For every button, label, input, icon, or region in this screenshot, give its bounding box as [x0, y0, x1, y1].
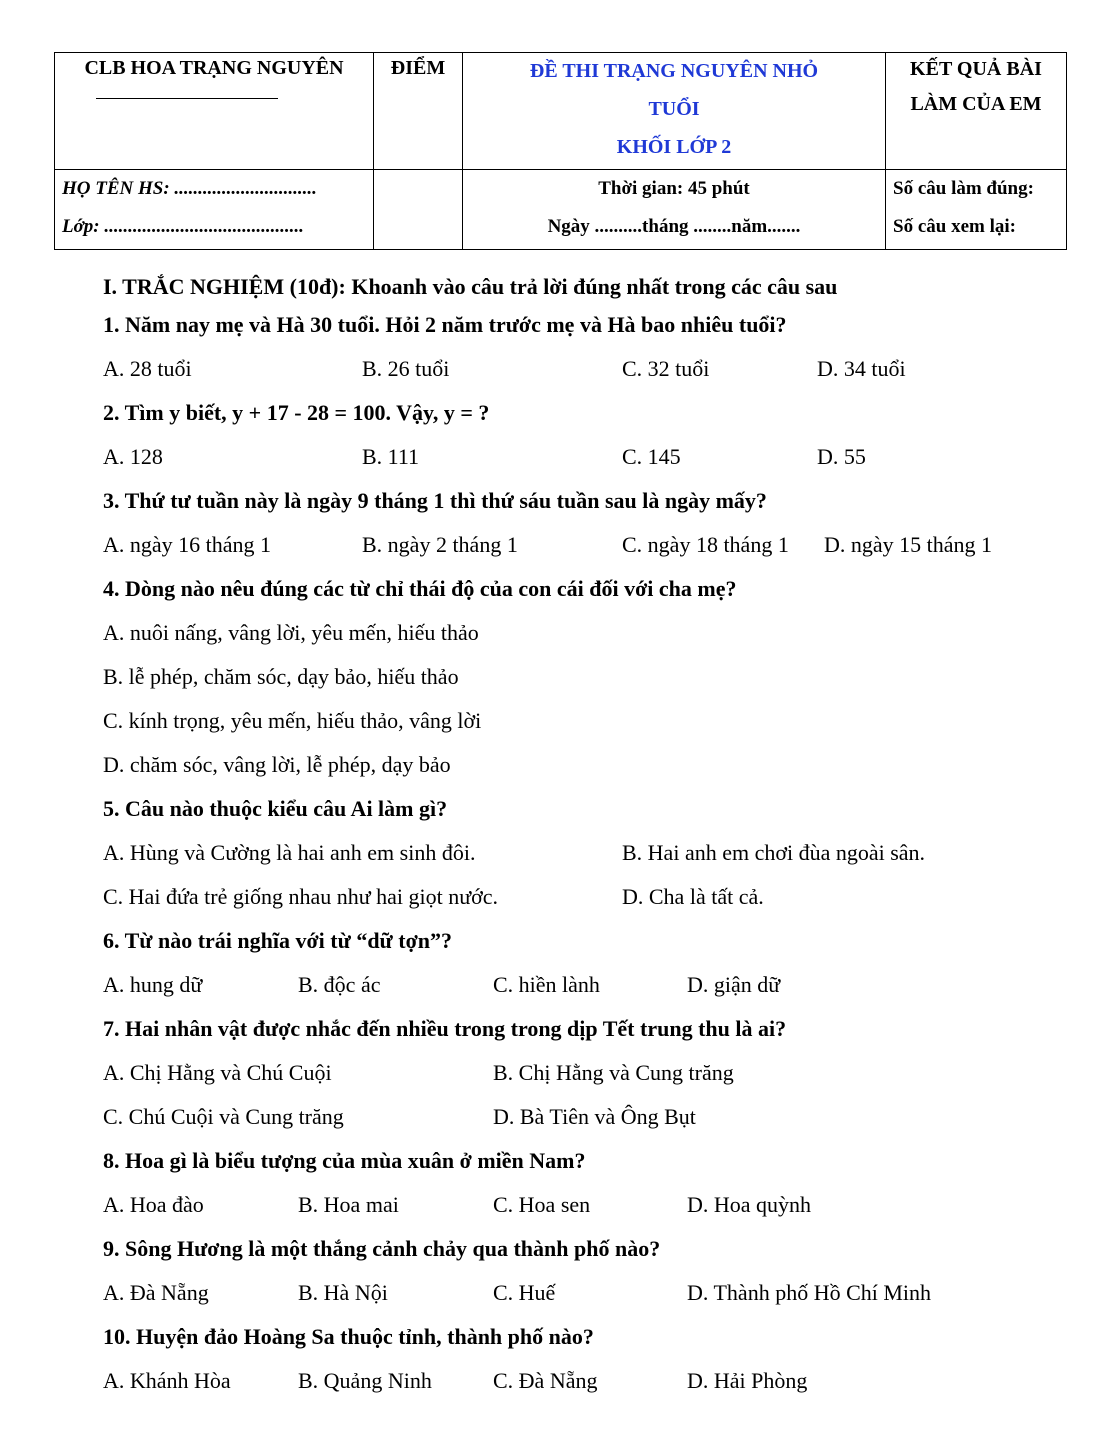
question-6-options: [103, 963, 1063, 1007]
exam-date-field[interactable]: Ngày ..........tháng ........năm.......: [547, 216, 801, 237]
question-8: 8. Hoa gì là biểu tượng của mùa xuân ở miền Nam?: [103, 1148, 586, 1173]
question-2: 2. Tìm y biết, y + 17 - 28 = 100. Vậy, y = ?: [103, 400, 490, 425]
option-d[interactable]: D. Cha là tất cả.: [622, 884, 764, 909]
option-d[interactable]: D. 55: [817, 444, 866, 469]
question-7-options-row-2: [103, 1095, 1063, 1139]
question-10: 10. Huyện đảo Hoàng Sa thuộc tỉnh, thành phố nào?: [103, 1324, 594, 1349]
option-c[interactable]: C. Huế: [493, 1280, 556, 1305]
option-a[interactable]: A. ngày 16 tháng 1: [103, 532, 272, 557]
option-c[interactable]: C. hiền lành: [493, 972, 600, 997]
question-1-options: [103, 347, 1063, 391]
result-heading-line-1: KẾT QUẢ BÀI: [910, 58, 1042, 80]
quiz-section: [103, 270, 1063, 1403]
option-a[interactable]: A. 28 tuổi: [103, 356, 192, 381]
option-c[interactable]: C. kính trọng, yêu mến, hiếu thảo, vâng lời: [103, 708, 482, 733]
option-b[interactable]: B. 111: [362, 444, 420, 469]
option-b[interactable]: B. 26 tuổi: [362, 356, 450, 381]
option-b[interactable]: B. lễ phép, chăm sóc, dạy bảo, hiếu thảo: [103, 664, 459, 689]
option-b[interactable]: B. độc ác: [298, 972, 381, 997]
question-10-options: [103, 1359, 1063, 1403]
score-label: ĐIỂM: [390, 57, 446, 79]
question-3-options: [103, 523, 1063, 567]
club-underline: [96, 98, 278, 99]
option-d[interactable]: D. Bà Tiên và Ông Bụt: [493, 1104, 696, 1129]
option-b[interactable]: B. Chị Hằng và Cung trăng: [493, 1060, 734, 1085]
section-title: I. TRẮC NGHIỆM (10đ): Khoanh vào câu trả lời đúng nhất trong các câu sau: [103, 274, 838, 299]
option-c[interactable]: C. Chú Cuội và Cung trăng: [103, 1104, 344, 1129]
option-b[interactable]: B. Hà Nội: [298, 1280, 388, 1305]
option-a[interactable]: A. 128: [103, 444, 163, 469]
option-b[interactable]: B. ngày 2 tháng 1: [362, 532, 518, 557]
option-c[interactable]: C. Đà Nẵng: [493, 1368, 598, 1393]
option-b[interactable]: B. Quảng Ninh: [298, 1368, 432, 1393]
option-d[interactable]: D. Thành phố Hồ Chí Minh: [687, 1280, 932, 1305]
option-d[interactable]: D. Hải Phòng: [687, 1368, 808, 1393]
question-7: 7. Hai nhân vật được nhắc đến nhiều trong trong dịp Tết trung thu là ai?: [103, 1016, 787, 1041]
question-3: 3. Thứ tư tuần này là ngày 9 tháng 1 thì thứ sáu tuần sau là ngày mấy?: [103, 488, 767, 513]
question-1: 1. Năm nay mẹ và Hà 30 tuổi. Hỏi 2 năm trước mẹ và Hà bao nhiêu tuổi?: [103, 312, 787, 337]
exam-grade: KHỐI LỚP 2: [616, 136, 732, 158]
question-5: 5. Câu nào thuộc kiểu câu Ai làm gì?: [103, 796, 448, 821]
question-9-options: [103, 1271, 1063, 1315]
header-table: [54, 52, 1067, 250]
exam-title-cell: [463, 53, 886, 170]
review-count-label: Số câu xem lại:: [893, 216, 1016, 237]
option-a[interactable]: A. hung dữ: [103, 972, 203, 997]
result-cell: [886, 53, 1067, 170]
option-b[interactable]: B. Hai anh em chơi đùa ngoài sân.: [622, 840, 926, 865]
option-c[interactable]: C. 32 tuổi: [622, 356, 710, 381]
correct-count-label: Số câu làm đúng:: [893, 178, 1034, 199]
question-2-options: [103, 435, 1063, 479]
question-9: 9. Sông Hương là một thắng cảnh chảy qua thành phố nào?: [103, 1236, 661, 1261]
option-a[interactable]: A. Đà Nẵng: [103, 1280, 209, 1305]
exam-title-line-1: ĐỀ THI TRẠNG NGUYÊN NHỎ: [529, 60, 819, 82]
option-c[interactable]: C. Hai đứa trẻ giống nhau như hai giọt nước.: [103, 884, 499, 909]
student-info-cell: [55, 170, 374, 250]
option-d[interactable]: D. Hoa quỳnh: [687, 1192, 812, 1217]
club-name: CLB HOA TRẠNG NGUYÊN: [84, 57, 344, 79]
question-5-options-row-1: [103, 831, 1063, 875]
option-d[interactable]: D. 34 tuổi: [817, 356, 906, 381]
score-input-cell[interactable]: [374, 170, 463, 250]
student-name-field[interactable]: HỌ TÊN HS: ..............................: [62, 178, 317, 199]
option-b[interactable]: B. Hoa mai: [298, 1192, 399, 1217]
counts-cell: [886, 170, 1067, 250]
option-a[interactable]: A. Hoa đào: [103, 1192, 204, 1217]
option-c[interactable]: C. Hoa sen: [493, 1192, 591, 1217]
question-6: 6. Từ nào trái nghĩa với từ “dữ tợn”?: [103, 928, 453, 953]
option-a[interactable]: A. nuôi nấng, vâng lời, yêu mến, hiếu thảo: [103, 620, 479, 645]
score-cell: [374, 53, 463, 170]
option-a[interactable]: A. Khánh Hòa: [103, 1368, 231, 1393]
option-d[interactable]: D. chăm sóc, vâng lời, lễ phép, dạy bảo: [103, 752, 451, 777]
time-date-cell: [463, 170, 886, 250]
class-field[interactable]: Lớp: ..........................................: [62, 216, 304, 237]
option-d[interactable]: D. ngày 15 tháng 1: [824, 532, 993, 557]
option-a[interactable]: A. Hùng và Cường là hai anh em sinh đôi.: [103, 840, 476, 865]
club-cell: [55, 53, 374, 170]
option-a[interactable]: A. Chị Hằng và Chú Cuội: [103, 1060, 332, 1085]
option-d[interactable]: D. giận dữ: [687, 972, 781, 997]
result-heading-line-2: LÀM CỦA EM: [910, 93, 1042, 115]
question-4: 4. Dòng nào nêu đúng các từ chỉ thái độ của con cái đối với cha mẹ?: [103, 576, 737, 601]
exam-title-line-2: TUỔI: [648, 98, 700, 120]
question-5-options-row-2: [103, 875, 1063, 919]
option-c[interactable]: C. 145: [622, 444, 681, 469]
option-c[interactable]: C. ngày 18 tháng 1: [622, 532, 789, 557]
question-8-options: [103, 1183, 1063, 1227]
question-7-options-row-1: [103, 1051, 1063, 1095]
exam-time: Thời gian: 45 phút: [598, 178, 750, 199]
